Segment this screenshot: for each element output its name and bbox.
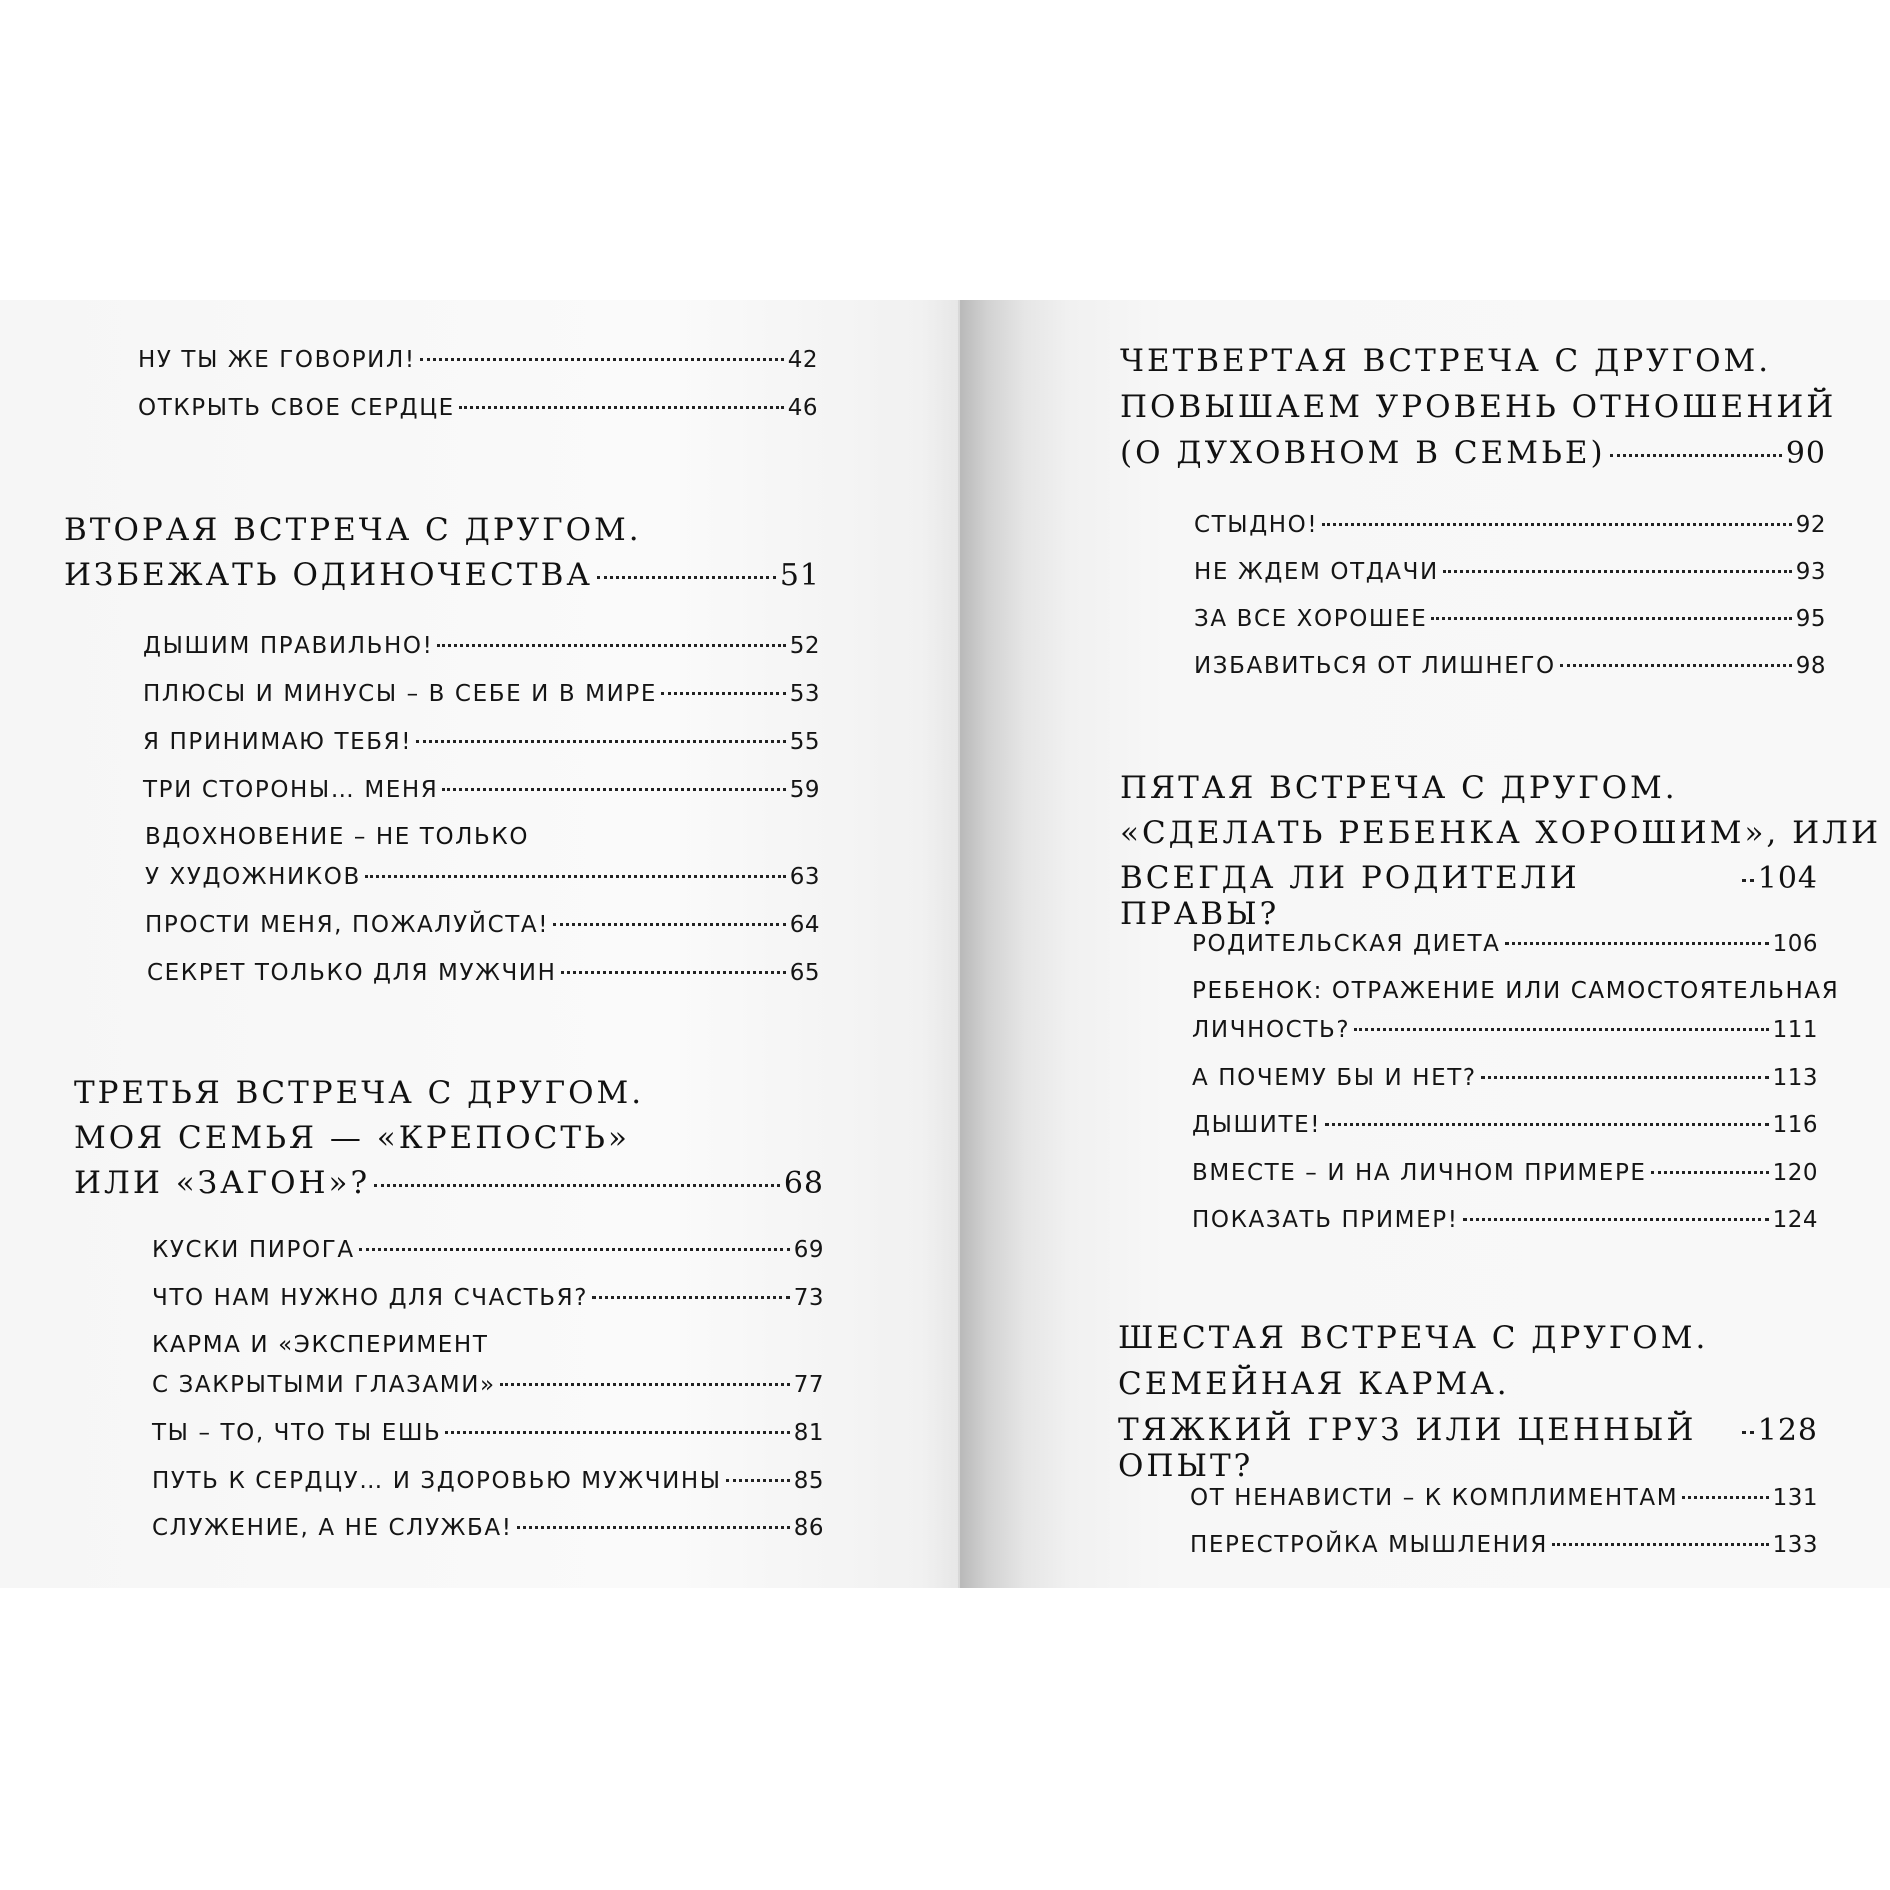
toc-entry-title: ПУТЬ К СЕРДЦУ… И ЗДОРОВЬЮ МУЖЧИНЫ: [152, 1468, 722, 1494]
toc-entry: [1194, 559, 1826, 585]
toc-entry-title: ПЕРЕСТРОЙКА МЫШЛЕНИЯ: [1190, 1532, 1548, 1558]
leader-dots: [1481, 1076, 1769, 1079]
toc-entry-title: РОДИТЕЛЬСКАЯ ДИЕТА: [1192, 931, 1501, 957]
chapter-entry: [1120, 860, 1818, 932]
toc-entry-page: 95: [1795, 606, 1826, 632]
toc-entry-title: ЛИЧНОСТЬ?: [1192, 1017, 1351, 1043]
toc-entry: [1192, 1112, 1818, 1138]
chapter-entry: [1120, 435, 1826, 471]
toc-entry: [143, 681, 820, 707]
chapter-title-line: ШЕСТАЯ ВСТРЕЧА С ДРУГОМ.: [1118, 1320, 1709, 1356]
toc-entry-title: ВМЕСТЕ – И НА ЛИЧНОМ ПРИМЕРЕ: [1192, 1160, 1647, 1186]
toc-entry-title-line: РЕБЕНОК: ОТРАЖЕНИЕ ИЛИ САМОСТОЯТЕЛЬНАЯ: [1192, 978, 1840, 1004]
leader-dots: [437, 644, 785, 647]
leader-dots: [517, 1526, 790, 1529]
toc-entry: [1194, 512, 1826, 538]
toc-entry-page: 55: [789, 729, 820, 755]
chapter-title-line: ПЯТАЯ ВСТРЕЧА С ДРУГОМ.: [1120, 770, 1678, 806]
chapter-title-line: СЕМЕЙНАЯ КАРМА.: [1118, 1366, 1510, 1402]
toc-entry-title: ПЛЮСЫ И МИНУСЫ – В СЕБЕ И В МИРЕ: [143, 681, 657, 707]
toc-entry-title: ЧТО НАМ НУЖНО ДЛЯ СЧАСТЬЯ?: [152, 1285, 589, 1311]
chapter-entry: [1118, 1412, 1818, 1484]
leader-dots: [1325, 1123, 1769, 1126]
toc-entry-title: СЛУЖЕНИЕ, А НЕ СЛУЖБА!: [152, 1515, 513, 1541]
toc-entry-page: 81: [793, 1420, 824, 1446]
leader-dots: [500, 1383, 790, 1386]
toc-entry-page: 111: [1772, 1017, 1818, 1043]
leader-dots: [561, 971, 786, 974]
toc-entry-page: 106: [1772, 931, 1818, 957]
toc-entry-title: ПОКАЗАТЬ ПРИМЕР!: [1192, 1207, 1459, 1233]
leader-dots: [661, 692, 786, 695]
toc-entry-title: ИЗБАВИТЬСЯ ОТ ЛИШНЕГО: [1194, 653, 1556, 679]
toc-entry-title: НЕ ЖДЕМ ОТДАЧИ: [1194, 559, 1439, 585]
leader-dots: [420, 358, 784, 361]
toc-entry: [152, 1468, 824, 1494]
toc-entry-title-line: КАРМА И «ЭКСПЕРИМЕНТ: [152, 1332, 489, 1358]
leader-dots: [1322, 523, 1792, 526]
chapter-title-line: (О ДУХОВНОМ В СЕМЬЕ): [1120, 435, 1606, 471]
toc-entry: [143, 633, 820, 659]
leader-dots: [1651, 1171, 1769, 1174]
right-page: [960, 300, 1890, 1588]
toc-entry: [1192, 1160, 1818, 1186]
toc-entry-page: 113: [1772, 1065, 1818, 1091]
leader-dots: [597, 576, 776, 579]
chapter-page: 104: [1757, 861, 1818, 896]
chapter-title-line: ИЗБЕЖАТЬ ОДИНОЧЕСТВА: [64, 557, 593, 593]
toc-entry-page: 131: [1772, 1485, 1818, 1511]
toc-entry-page: 46: [787, 395, 818, 421]
toc-entry-title: ОТ НЕНАВИСТИ – К КОМПЛИМЕНТАМ: [1190, 1485, 1679, 1511]
toc-entry: [1194, 606, 1826, 632]
toc-entry-page: 65: [789, 960, 820, 986]
leader-dots: [416, 740, 786, 743]
leader-dots: [442, 788, 785, 791]
toc-entry-page: 63: [789, 864, 820, 890]
leader-dots: [1354, 1028, 1768, 1031]
toc-entry-title: С ЗАКРЫТЫМИ ГЛАЗАМИ»: [152, 1372, 496, 1398]
toc-entry: [143, 729, 820, 755]
toc-entry: [145, 864, 820, 890]
toc-entry: [1190, 1532, 1818, 1558]
leader-dots: [359, 1248, 790, 1251]
toc-entry-page: 124: [1772, 1207, 1818, 1233]
toc-entry-title: ДЫШИМ ПРАВИЛЬНО!: [143, 633, 434, 659]
toc-entry-page: 116: [1772, 1112, 1818, 1138]
toc-entry-page: 92: [1795, 512, 1826, 538]
leader-dots: [1552, 1543, 1769, 1546]
toc-entry: [1192, 1065, 1818, 1091]
toc-entry-title: А ПОЧЕМУ БЫ И НЕТ?: [1192, 1065, 1477, 1091]
chapter-title-line: ИЛИ «ЗАГОН»?: [74, 1165, 371, 1201]
leader-dots: [374, 1184, 780, 1187]
chapter-title-line: ЧЕТВЕРТАЯ ВСТРЕЧА С ДРУГОМ.: [1120, 343, 1772, 379]
toc-entry-page: 133: [1772, 1532, 1818, 1558]
toc-entry-page: 85: [793, 1468, 824, 1494]
chapter-page: 90: [1785, 436, 1826, 471]
leader-dots: [1431, 617, 1791, 620]
toc-entry-title: ОТКРЫТЬ СВОЕ СЕРДЦЕ: [138, 395, 455, 421]
leader-dots: [1560, 664, 1792, 667]
toc-entry: [1192, 931, 1818, 957]
chapter-entry: [64, 557, 820, 593]
leader-dots: [553, 923, 786, 926]
left-page: [0, 300, 960, 1588]
toc-entry: [138, 395, 818, 421]
toc-entry-page: 98: [1795, 653, 1826, 679]
leader-dots: [592, 1296, 790, 1299]
toc-entry: [138, 347, 818, 373]
leader-dots: [1682, 1496, 1768, 1499]
leader-dots: [459, 406, 784, 409]
toc-entry: [152, 1237, 824, 1263]
toc-entry-title: СЕКРЕТ ТОЛЬКО ДЛЯ МУЖЧИН: [147, 960, 557, 986]
leader-dots: [1505, 942, 1769, 945]
toc-entry: [143, 777, 820, 803]
toc-entry-page: 77: [793, 1372, 824, 1398]
toc-entry-title: ТРИ СТОРОНЫ… МЕНЯ: [143, 777, 439, 803]
toc-entry: [147, 960, 820, 986]
toc-entry-page: 64: [789, 912, 820, 938]
toc-entry-title: ПРОСТИ МЕНЯ, ПОЖАЛУЙСТА!: [145, 912, 550, 938]
chapter-entry: [74, 1165, 824, 1201]
chapter-page: 68: [783, 1166, 824, 1201]
toc-entry-title: КУСКИ ПИРОГА: [152, 1237, 355, 1263]
chapter-title-line: ПОВЫШАЕМ УРОВЕНЬ ОТНОШЕНИЙ: [1120, 389, 1837, 425]
toc-entry-title: ЗА ВСЕ ХОРОШЕЕ: [1194, 606, 1428, 632]
leader-dots: [1463, 1218, 1769, 1221]
leader-dots: [1742, 879, 1754, 882]
toc-entry-title: НУ ТЫ ЖЕ ГОВОРИЛ!: [138, 347, 416, 373]
toc-entry-page: 69: [793, 1237, 824, 1263]
toc-entry-page: 53: [789, 681, 820, 707]
toc-entry-title: СТЫДНО!: [1194, 512, 1319, 538]
leader-dots: [365, 875, 786, 878]
leader-dots: [1443, 570, 1792, 573]
leader-dots: [726, 1479, 790, 1482]
toc-entry: [1190, 1485, 1818, 1511]
chapter-title-line: «СДЕЛАТЬ РЕБЕНКА ХОРОШИМ», ИЛИ: [1120, 815, 1882, 851]
chapter-title-line: ВСЕГДА ЛИ РОДИТЕЛИ ПРАВЫ?: [1120, 860, 1580, 932]
toc-entry-page: 52: [789, 633, 820, 659]
toc-entry-page: 59: [789, 777, 820, 803]
toc-entry-page: 42: [787, 347, 818, 373]
toc-entry-page: 120: [1772, 1160, 1818, 1186]
toc-entry: [1192, 1207, 1818, 1233]
chapter-title-line: МОЯ СЕМЬЯ — «КРЕПОСТЬ»: [74, 1120, 630, 1156]
chapter-title-line: ТЯЖКИЙ ГРУЗ ИЛИ ЦЕННЫЙ ОПЫТ?: [1118, 1412, 1697, 1484]
toc-entry-title: Я ПРИНИМАЮ ТЕБЯ!: [143, 729, 413, 755]
toc-entry-title: У ХУДОЖНИКОВ: [145, 864, 361, 890]
toc-entry-page: 73: [793, 1285, 824, 1311]
leader-dots: [1742, 1431, 1754, 1434]
toc-entry-title: ТЫ – ТО, ЧТО ТЫ ЕШЬ: [152, 1420, 442, 1446]
toc-entry-title: ДЫШИТЕ!: [1192, 1112, 1322, 1138]
toc-entry-title-line: ВДОХНОВЕНИЕ – НЕ ТОЛЬКО: [145, 824, 530, 850]
chapter-title-line: ТРЕТЬЯ ВСТРЕЧА С ДРУГОМ.: [74, 1075, 645, 1111]
toc-entry: [152, 1372, 824, 1398]
toc-entry: [1192, 1017, 1818, 1043]
chapter-page: 51: [779, 558, 820, 593]
chapter-page: 128: [1757, 1413, 1818, 1448]
chapter-title-line: ВТОРАЯ ВСТРЕЧА С ДРУГОМ.: [64, 512, 642, 548]
toc-entry: [1194, 653, 1826, 679]
leader-dots: [445, 1431, 789, 1434]
leader-dots: [1610, 454, 1782, 457]
toc-entry-page: 86: [793, 1515, 824, 1541]
toc-entry: [152, 1420, 824, 1446]
toc-entry: [152, 1515, 824, 1541]
toc-entry-page: 93: [1795, 559, 1826, 585]
toc-entry: [145, 912, 820, 938]
toc-entry: [152, 1285, 824, 1311]
